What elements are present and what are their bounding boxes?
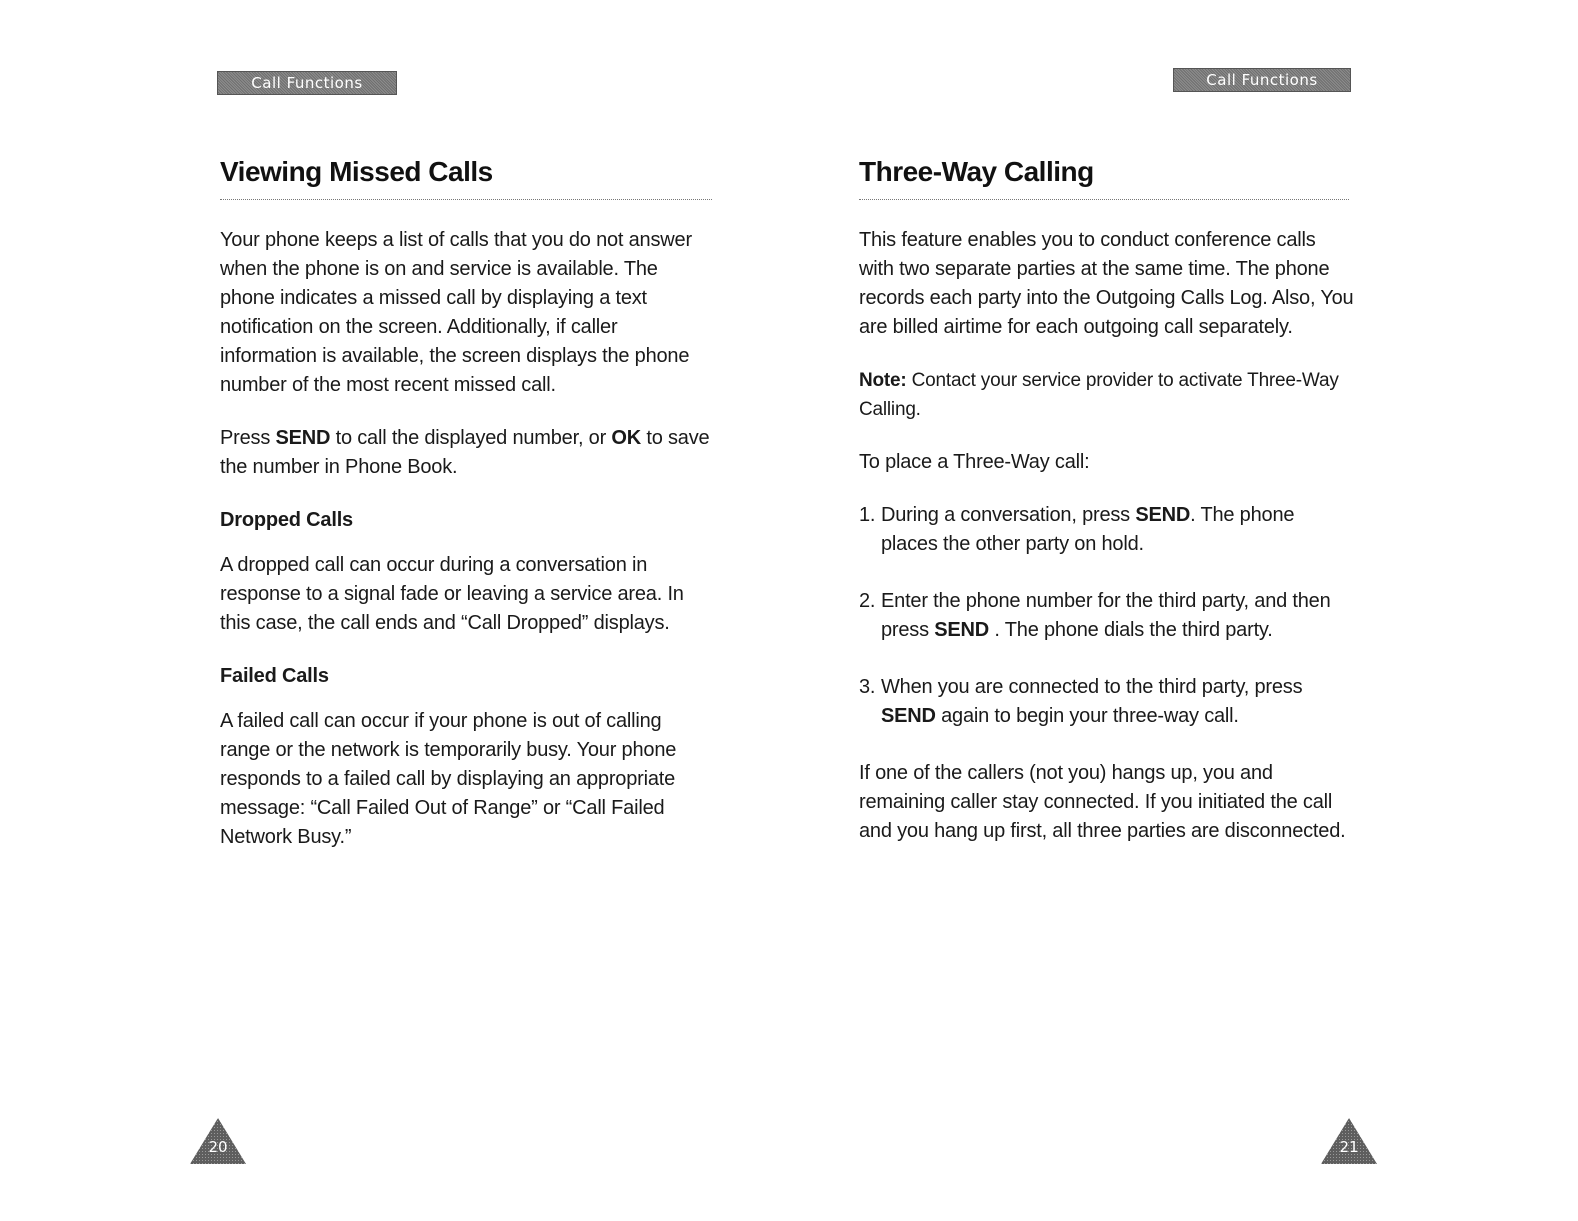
send-key-label: SEND <box>934 619 990 641</box>
left-content <box>220 226 715 876</box>
heading-divider <box>220 199 712 200</box>
note-text: Contact your service provider to activate Three-Way Calling. <box>859 370 1339 420</box>
step-text-post: . The phone dials the third party. <box>989 619 1273 641</box>
step-number: 3. <box>859 676 876 698</box>
list-item <box>859 587 1354 645</box>
send-key-label: SEND <box>275 427 331 449</box>
step-text-pre: Enter the phone number for the third party, and then press <box>881 590 1331 641</box>
send-key-label: SEND <box>1135 504 1191 526</box>
step-number: 2. <box>859 590 876 612</box>
three-way-note <box>859 366 1354 424</box>
send-key-label: SEND <box>881 705 936 727</box>
dropped-calls-body: A dropped call can occur during a conversation in response to a signal fade or leaving a service area. In this case, the call ends and “Call Dropped” displays. <box>220 554 684 634</box>
heading-divider <box>859 199 1349 200</box>
press-text-mid: to call the displayed number, or <box>330 427 612 449</box>
missed-calls-intro: Your phone keeps a list of calls that you do not answer when the phone is on and service is available. The phone indicates a missed call by displaying a text notification on the screen. Additionally, if caller information is available, the screen displays the phone number of the most recent missed call. <box>220 229 692 396</box>
missed-calls-press-instruction <box>220 424 715 482</box>
failed-calls-body: A failed call can occur if your phone is out of calling range or the network is temporarily busy. Your phone responds to a failed call by displaying an appropriate message: “Call Failed Out of Range” or “Call Failed Network Busy.” <box>220 710 677 848</box>
page-number-badge <box>190 1118 246 1164</box>
three-way-lead: To place a Three-Way call: <box>859 451 1090 473</box>
dropped-calls-heading: Dropped Calls <box>220 509 353 531</box>
right-page <box>789 0 1578 1221</box>
press-text-pre: Press <box>220 427 276 449</box>
step-text-pre: When you are connected to the third party, press <box>881 676 1303 698</box>
page-title: Three-Way Calling <box>859 156 1094 187</box>
section-tab: Call Functions <box>1173 68 1351 92</box>
three-way-closing: If one of the callers (not you) hangs up, you and remaining caller stay connected. If you initiated the call and you hang up first, all three parties are disconnected. <box>859 762 1346 842</box>
list-item <box>859 673 1354 731</box>
page-number: 21 <box>1339 1138 1359 1156</box>
page-title: Viewing Missed Calls <box>220 156 493 187</box>
failed-calls-heading: Failed Calls <box>220 665 329 687</box>
three-way-intro: This feature enables you to conduct conference calls with two separate parties at the same time. The phone records each party into the Outgoing Calls Log. Also, You are billed airtime for each outgoing call separately. <box>859 229 1354 338</box>
section-tab: Call Functions <box>217 71 397 95</box>
ok-key-label: OK <box>611 427 642 449</box>
press-text-post: to save the number in Phone Book. <box>220 427 710 478</box>
right-content <box>859 226 1354 870</box>
list-item <box>859 501 1354 559</box>
step-text-post: again to begin your three-way call. <box>935 705 1239 727</box>
note-label: Note: <box>859 370 907 391</box>
page-number: 20 <box>208 1138 228 1156</box>
page-number-badge <box>1321 1118 1377 1164</box>
step-number: 1. <box>859 504 876 526</box>
step-text-post: . The phone places the other party on hold. <box>881 504 1295 555</box>
three-way-steps <box>859 501 1354 731</box>
step-text-pre: During a conversation, press <box>881 504 1136 526</box>
